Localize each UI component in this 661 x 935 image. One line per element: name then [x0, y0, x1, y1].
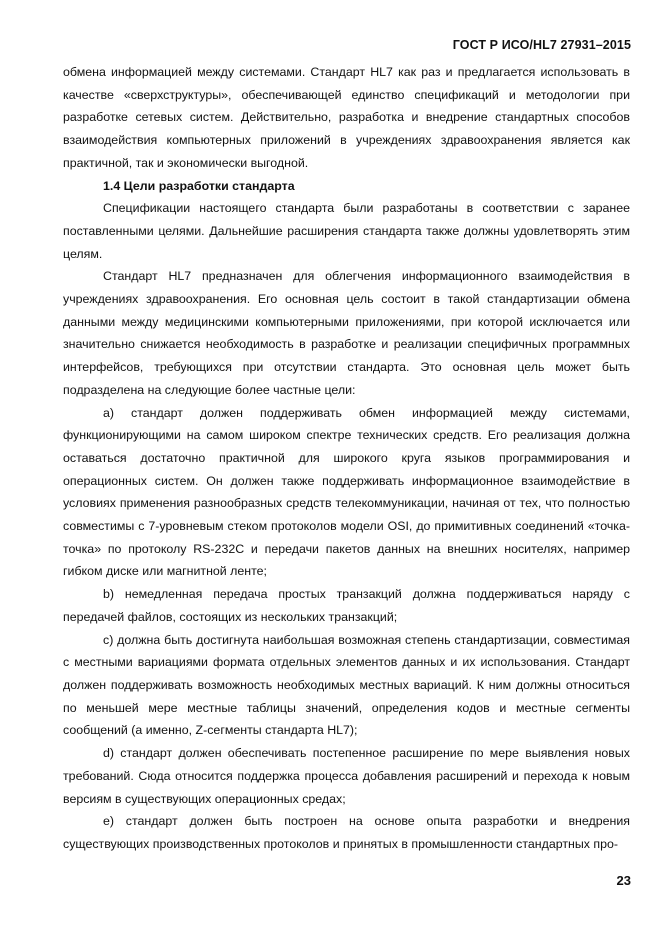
list-item-b: b) немедленная передача простых транзакций должна поддерживаться наряду с передачей файлов, состоящих из нескольких транзакций; — [63, 587, 630, 624]
section-heading: 1.4 Цели разработки стандарта — [103, 178, 295, 193]
paragraph-continuation: обмена информацией между системами. Стандарт HL7 как раз и предлагается использовать в качестве «сверхструктуры», обеспечивающей единство спецификаций и методологии при разработке сетевых систем. Действительно, разработка и внедрение стандартных способов взаимодействия компьютерных приложений в учреждениях здравоохранения является как практичной, так и экономически выгодной. — [63, 65, 630, 170]
paragraph: Спецификации настоящего стандарта были разработаны в соответствии с заранее поставленными целями. Дальнейшие расширения стандарта также должны удовлетворять этим целям. — [63, 201, 630, 261]
list-item-a: а) стандарт должен поддерживать обмен информацией между системами, функционирующими на самом широком спектре технических средств. Его реализация должна оставаться достаточно практичной для широкого круга языков программирования и операционных систем. Он должен также поддерживать информационное взаимодействие в условиях применения разнообразных средств телекоммуникации, начиная от тех, что полностью совместимы с 7-уровневым стеком протоколов модели OSI, до примитивных соединений «точка-точка» по протоколу RS-232C и передачи пакетов данных на внешних носителях, например гибком диске или магнитной ленте; — [63, 405, 630, 579]
page-number: 23 — [616, 873, 631, 888]
list-item-c: c) должна быть достигнута наибольшая возможная степень стандартизации, совместимая с местными вариациями формата отдельных элементов данных и их использования. Стандарт должен поддерживать возможность необходимых местных вариаций. К ним должны относиться по меньшей мере местные таблицы значений, определения кодов и местные сегменты сообщений (а именно, Z-сегменты стандарта HL7); — [63, 632, 630, 738]
list-item-d: d) стандарт должен обеспечивать постепенное расширение по мере выявления новых требований. Сюда относится поддержка процесса добавления расширений и перехода к новым версиям в существующих операционных средах; — [63, 746, 630, 806]
list-item-e: e) стандарт должен быть построен на основе опыта разработки и внедрения существующих производственных протоколов и принятых в промышленности стандартных про- — [63, 814, 630, 851]
document-body — [63, 61, 630, 856]
document-header: ГОСТ Р ИСО/HL7 27931–2015 — [452, 38, 631, 52]
paragraph: Стандарт HL7 предназначен для облегчения информационного взаимодействия в учреждениях здравоохранения. Его основная цель состоит в такой стандартизации обмена данными между медицинскими компьютерными приложениями, при которой исключается или значительно снижается необходимость в разработке и реализации специфичных программных интерфейсов, требующихся при отсутствии стандарта. Это основная цель может быть подразделена на следующие более частные цели: — [63, 269, 630, 397]
